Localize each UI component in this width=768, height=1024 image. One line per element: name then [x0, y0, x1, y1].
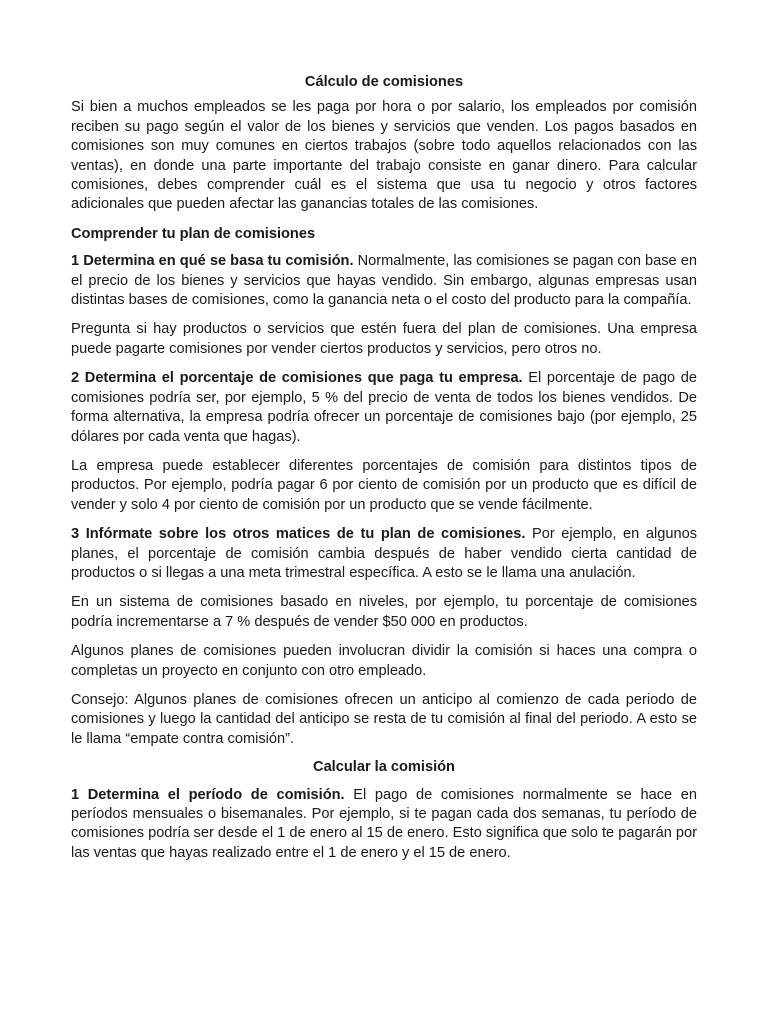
step-2-lead: 2 Determina el porcentaje de comisiones que paga tu empresa. — [71, 370, 523, 387]
step-3-lead: 3 Infórmate sobre los otros matices de tu plan de comisiones. — [71, 526, 526, 543]
intro-paragraph: Si bien a muchos empleados se les paga por hora o por salario, los empleados por comisión reciben su pago según el valor de los bienes y servicios que venden. Los pagos basados en comisiones son muy comunes en ciertos trabajos (sobre todo aquellos relacionados con las ventas), en donde una parte importante del trabajo consiste en ganar dinero. Para calcular comisiones, debes comprender cuál es el sistema que usa tu negocio y otros factores adicionales que pueden afectar las ganancias totales de las comisiones. — [71, 99, 697, 213]
split-paragraph: Algunos planes de comisiones pueden involucran dividir la comisión si haces una compra o completas un proyecto en conjunto con otro empleado. — [71, 643, 697, 679]
section-heading-calc: Calcular la comisión — [313, 759, 455, 776]
percent-paragraph: La empresa puede establecer diferentes porcentajes de comisión para distintos tipos de productos. Por ejemplo, podría pagar 6 por ciento de comisión por un producto que es difícil de vender y solo 4 por ciento de comisión por un producto que se vende fácilmente. — [71, 457, 697, 513]
document-page — [71, 73, 697, 873]
period-text: El pago de comisiones normalmente se hace en períodos mensuales o bisemanales. Por ejemplo, si te pagan cada dos semanas, tu período de comisiones podría ser desde el 1 de enero al 15 de enero. Esto significa que solo te pagarán por las ventas que hayas realizado entre el 1 de enero y el 15 de enero. — [71, 786, 697, 861]
step-1-lead: 1 Determina en qué se basa tu comisión. — [71, 253, 354, 270]
section-heading-plan: Comprender tu plan de comisiones — [71, 225, 316, 242]
step-3-text: Por ejemplo, en algunos planes, el porcentaje de comisión cambia después de haber vendido cierta cantidad de productos o si llegas a una meta trimestral específica. A esto se le llama una anulación. — [71, 526, 697, 581]
step-2-paragraph — [71, 369, 697, 447]
step-1-text: Normalmente, las comisiones se pagan con base en el precio de los bienes y servicios que hayas vendido. Sin embargo, algunas empresas usan distintas bases de comisiones, como la ganancia neta o el costo del producto para la compañía. — [71, 253, 698, 309]
levels-paragraph: En un sistema de comisiones basado en niveles, por ejemplo, tu porcentaje de comisiones podría incrementarse a 7 % después de vender $50 000 en productos. — [71, 594, 697, 630]
step-3-paragraph — [71, 525, 697, 583]
products-paragraph: Pregunta si hay productos o servicios que estén fuera del plan de comisiones. Una empresa puede pagarte comisiones por vender ciertos productos y servicios, pero otros no. — [71, 321, 697, 357]
period-paragraph — [71, 786, 697, 864]
step-2-text: El porcentaje de pago de comisiones podría ser, por ejemplo, 5 % del precio de venta de todos los bienes vendidos. De forma alternativa, la empresa podría ofrecer un porcentaje de comisiones bajo (por ejemplo, 25 dólares por cada venta que hagas). — [71, 370, 697, 445]
document-title: Cálculo de comisiones — [304, 74, 464, 90]
tip-paragraph: Consejo: Algunos planes de comisiones ofrecen un anticipo al comienzo de cada periodo de comisiones y luego la cantidad del anticipo se resta de tu comisión al final del periodo. A esto se le llama “empate contra comisión”. — [71, 691, 697, 747]
period-lead: 1 Determina el período de comisión. — [71, 786, 345, 803]
step-1-paragraph — [71, 252, 697, 310]
